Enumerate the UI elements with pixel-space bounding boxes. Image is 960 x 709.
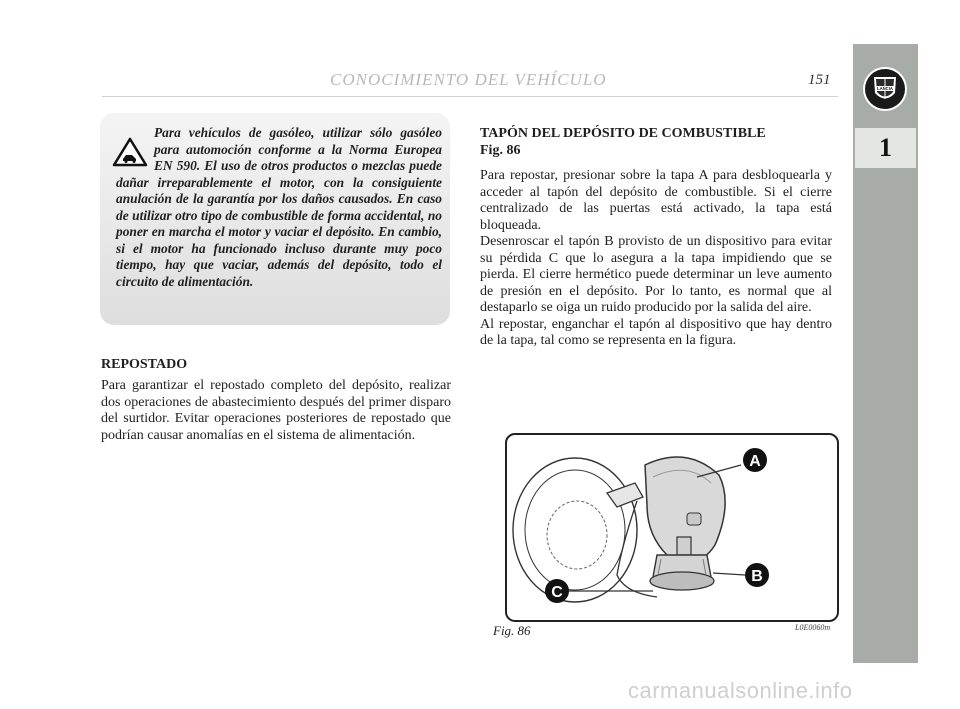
logo-text: LANCIA: [877, 86, 893, 92]
repostado-body: Para garantizar el repostado completo del depósito, realizar dos operaciones de abastecimiento después del primer disparo del surtidor. Evitar operaciones posteriores de repostado que podrían causar anomalías en el sistema de alimentación.: [101, 378, 451, 443]
tapon-heading: [480, 126, 766, 159]
figure-caption: Fig. 86: [493, 623, 531, 638]
warning-text: Para vehículos de gasóleo, utilizar sólo gasóleo para automoción conforme a la Norma Europea EN 590. El uso de otros productos o mezclas puede dañar irreparablemente el motor, con la consiguiente anulación de la garantía por los daños causados. En caso de utilizar otro tipo de combustible de forma accidental, no poner en marcha el motor y vaciar el depósito. En cambio, si el motor ha funcionado incluso durante muy poco tiempo, hay que vaciar, además del depósito, todo el circuito de alimentación.: [116, 125, 442, 289]
callout-c-label: C: [551, 584, 563, 601]
lancia-shield-icon: [862, 66, 908, 112]
callout-b-label: B: [751, 568, 763, 585]
figure-code: L0E0060m: [795, 623, 831, 632]
fuel-cap-illustration: [507, 435, 837, 620]
watermark: carmanualsonline.info: [628, 678, 853, 703]
tapon-heading-title: TAPÓN DEL DEPÓSITO DE COMBUSTIBLE: [480, 126, 766, 141]
figure-86-frame: [505, 433, 839, 622]
header-divider: [102, 96, 838, 97]
repostado-heading: REPOSTADO: [101, 357, 188, 372]
page-number: 151: [808, 72, 831, 88]
tapon-heading-figref: Fig. 86: [480, 142, 521, 158]
callout-a-label: A: [749, 453, 761, 470]
tapon-body: [480, 168, 832, 350]
tapon-paragraph: Desenroscar el tapón B provisto de un dispositivo para evitar su pérdida C que lo asegura a la tapa impidiendo que se pierda. El cierre hermético puede determinar un leve aumento de presión en el depósito. Por lo tanto, es normal que al destaparlo se oiga un ruido producido por la salida del aire.: [480, 234, 832, 315]
chapter-number: 1: [855, 128, 916, 168]
tapon-paragraph: Para repostar, presionar sobre la tapa A para desbloquearla y acceder al tapón del depósito de combustible. Si el cierre centralizado de las puertas está activado, la tapa está bloqueada.: [480, 168, 832, 233]
tapon-paragraph: Al repostar, enganchar el tapón al dispositivo que hay dentro de la tapa, tal como se representa en la figura.: [480, 316, 832, 348]
section-title: CONOCIMIENTO DEL VEHÍCULO: [330, 70, 607, 89]
